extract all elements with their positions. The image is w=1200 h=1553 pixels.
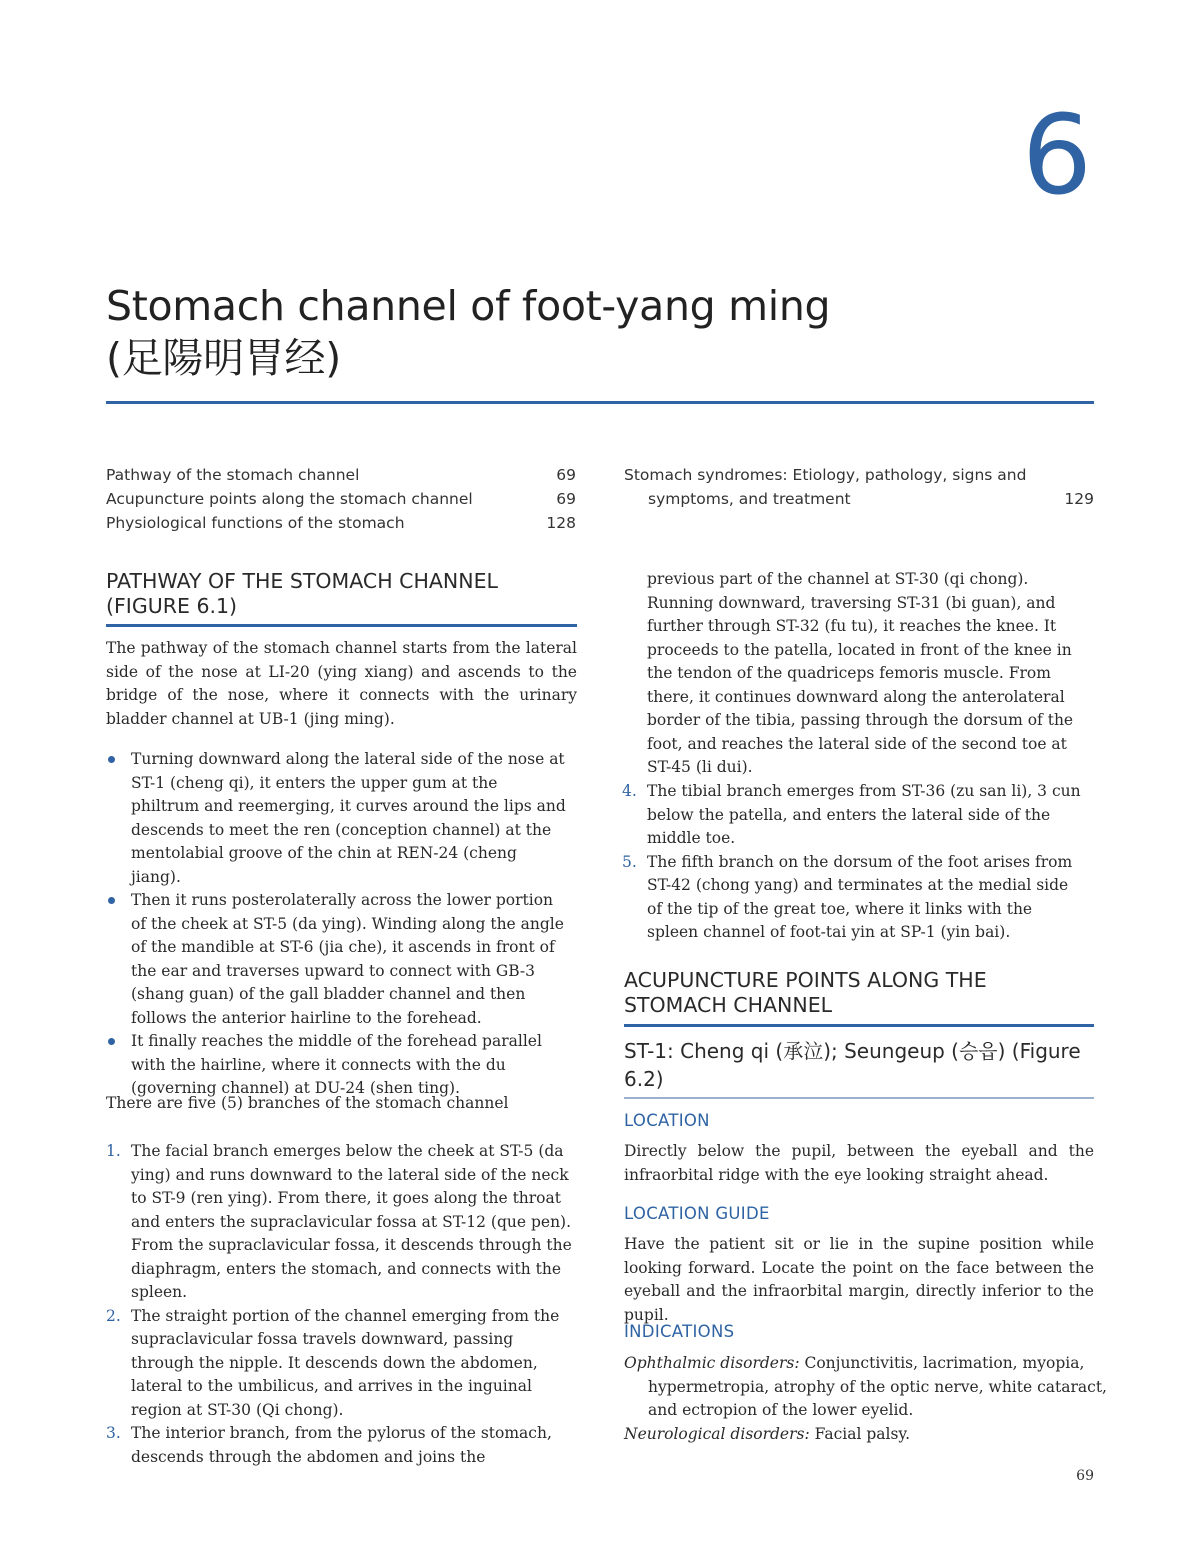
list-number: 1. xyxy=(106,1142,121,1160)
pathway-intro: The pathway of the stomach channel starts from the lateral side of the nose at LI-20 (ying xiang) and ascends to the bridge of the nose, where it connects with the urinary bladder channel at UB-1 (jing ming). xyxy=(106,639,577,728)
list-item xyxy=(106,1140,572,1305)
indication-category: Neurological disorders: xyxy=(624,1425,810,1443)
list-text: The facial branch emerges below the cheek at ST-5 (da ying) and runs downward to the lateral side of the neck to ST-9 (ren ying). From there, it goes along the throat and enters the supraclavicular fossa at ST-12 (que pen). From the supraclavicular fossa, it descends through the diaphragm, enters the stomach, and connects with the spleen. xyxy=(131,1142,572,1301)
toc-left xyxy=(106,463,576,535)
list-number: 2. xyxy=(106,1306,121,1325)
indication-category: Ophthalmic disorders: xyxy=(624,1354,800,1372)
toc-page: 69 xyxy=(556,466,576,484)
indication-text: Conjunctivitis, lacrimation, myopia, hypermetropia, atrophy of the optic nerve, white cataract, and ectropion of the lower eyelid. xyxy=(648,1354,1107,1419)
list-text: The interior branch, from the pylorus of the stomach, descends through the abdomen and joins the xyxy=(131,1424,552,1466)
toc-label: Acupuncture points along the stomach channel xyxy=(106,490,473,508)
toc-entry[interactable] xyxy=(106,463,576,487)
pathway-bullets xyxy=(106,748,570,1101)
chapter-number: 6 xyxy=(1022,91,1092,219)
toc-right xyxy=(624,463,1094,511)
title-rule xyxy=(106,401,1094,404)
toc-label: Stomach syndromes: Etiology, pathology, signs and xyxy=(624,466,1027,484)
toc-entry[interactable] xyxy=(624,463,1094,511)
location-label: LOCATION xyxy=(624,1111,710,1130)
list-item xyxy=(106,1305,572,1423)
toc-label: Pathway of the stomach channel xyxy=(106,466,360,484)
point-rule xyxy=(624,1097,1094,1099)
list-item xyxy=(622,851,1088,945)
chapter-title-zh: (足陽明胃经) xyxy=(106,334,341,382)
list-text: The straight portion of the channel emerging from the supraclavicular fossa travels downward, passing through the nipple. It descends down the abdomen, lateral to the umbilicus, and arrives in the inguinal region at ST-30 (Qi chong). xyxy=(131,1306,560,1419)
list-item: It finally reaches the middle of the forehead parallel with the hairline, where it connects with the du (governing channel) at DU-24 (shen ting). xyxy=(106,1030,570,1101)
section-heading-points: ACUPUNCTURE POINTS ALONG THE STOMACH CHANNEL xyxy=(624,968,987,1017)
point-title: ST-1: Cheng qi (承泣); Seungeup (승읍) (Figure 6.2) xyxy=(624,1039,1081,1091)
list-number: 3. xyxy=(106,1424,121,1442)
list-text: The tibial branch emerges from ST-36 (zu san li), 3 cun below the patella, and enters the lateral side of the middle toe. xyxy=(647,782,1081,847)
indication-text: Facial palsy. xyxy=(809,1425,911,1443)
list-text: The fifth branch on the dorsum of the foot arises from ST-42 (chong yang) and terminates at the medial side of the tip of the great toe, where it links with the spleen channel of foot-tai yin at SP-1 (yin bai). xyxy=(647,852,1073,941)
branches-list-right xyxy=(622,780,1088,945)
indication-ophthalmic xyxy=(624,1352,1118,1423)
list-number: 5. xyxy=(622,852,637,871)
list-item: Turning downward along the lateral side of the nose at ST-1 (cheng qi), it enters the upper gum at the philtrum and reemerging, it curves around the lips and descends to meet the ren (conception channel) at the mentolabial groove of the chin at REN-24 (cheng jiang). xyxy=(106,748,570,889)
section-heading-pathway: PATHWAY OF THE STOMACH CHANNEL (FIGURE 6.1) xyxy=(106,569,498,618)
toc-label: Physiological functions of the stomach xyxy=(106,514,405,532)
chapter-title-en: Stomach channel of foot-yang ming xyxy=(106,282,831,330)
branches-list-left xyxy=(106,1140,572,1469)
toc-entry[interactable] xyxy=(106,487,576,511)
branch-3-continued: previous part of the channel at ST-30 (qi chong). Running downward, traversing ST-31 (bi guan), and further through ST-32 (fu tu), it reaches the knee. It proceeds to the patella, located in front of the knee in the tendon of the quadriceps femoris muscle. From there, it continues downward along the anterolateral border of the tibia, passing through the dorsum of the foot, and reaches the lateral side of the second toe at ST-45 (li dui). xyxy=(647,570,1074,776)
toc-entry[interactable] xyxy=(106,511,576,535)
location-guide-label: LOCATION GUIDE xyxy=(624,1204,770,1223)
indications-label: INDICATIONS xyxy=(624,1322,735,1341)
page-number: 69 xyxy=(1076,1468,1094,1484)
chapter-title xyxy=(106,280,1096,384)
section-rule xyxy=(106,624,577,627)
section-rule xyxy=(624,1024,1094,1027)
indication-neurological xyxy=(624,1423,1118,1447)
location-text: Directly below the pupil, between the eyeball and the infraorbital ridge with the eye looking straight ahead. xyxy=(624,1142,1094,1184)
location-guide-text: Have the patient sit or lie in the supine position while looking forward. Locate the point on the face between the eyeball and the infraorbital margin, directly inferior to the pupil. xyxy=(624,1235,1094,1324)
branches-intro: There are five (5) branches of the stomach channel xyxy=(106,1094,509,1112)
list-number: 4. xyxy=(622,782,637,800)
list-item: Then it runs posterolaterally across the lower portion of the cheek at ST-5 (da ying). Winding along the angle of the mandible at ST-6 (jia che), it ascends in front of the ear and traverses upward to connect with GB-3 (shang guan) of the gall bladder channel and then follows the anterior hairline to the forehead. xyxy=(106,889,570,1030)
list-item xyxy=(106,1422,572,1469)
toc-page: 129 xyxy=(1064,490,1094,508)
toc-page: 69 xyxy=(556,490,576,508)
toc-page: 128 xyxy=(546,514,576,532)
list-item xyxy=(622,780,1088,851)
toc-label: symptoms, and treatment xyxy=(648,490,851,508)
